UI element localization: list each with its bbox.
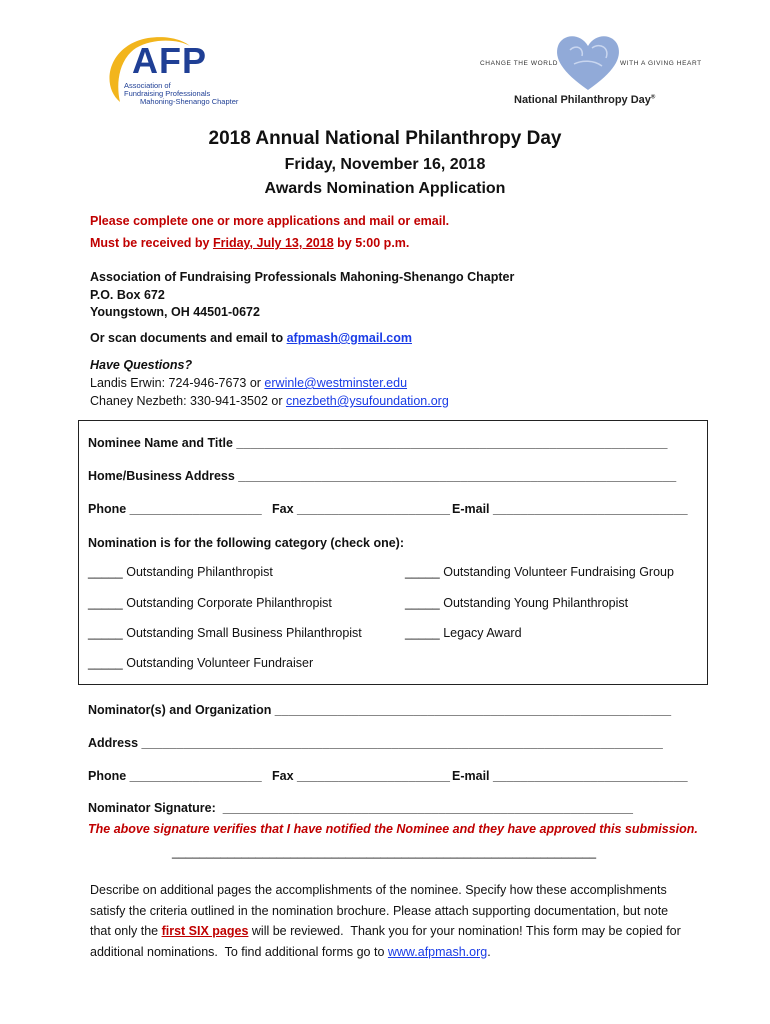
npd-reg-mark: ®	[650, 94, 656, 101]
deadline-date: Friday, July 13, 2018	[212, 236, 334, 250]
mailing-org: Association of Fundraising Professionals Mahoning-Shenango Chapter	[90, 270, 515, 284]
nominee-fax-field[interactable]: Fax ______________________	[272, 502, 450, 516]
nominee-address-field[interactable]: Home/Business Address _______________________________________________________________	[88, 469, 677, 483]
npd-name-text: National Philanthropy Day	[514, 94, 651, 106]
contact-chaney-text: Chaney Nezbeth: 330-941-3502 or	[90, 394, 286, 408]
signature-date-line[interactable]: _____________________________________________________________	[172, 845, 597, 859]
category-option[interactable]: _____ Outstanding Volunteer Fundraiser	[88, 656, 314, 670]
first-six-pages-note: first SIX pages	[161, 924, 249, 938]
category-option[interactable]: _____ Legacy Award	[405, 626, 522, 640]
footer-line-4	[90, 942, 710, 963]
nominator-address-field[interactable]: Address ___________________________________________________________________________	[88, 736, 663, 750]
deadline-suffix: by 5:00 p.m.	[333, 236, 410, 250]
afp-line2: Fundraising Professionals	[124, 89, 211, 98]
afp-logo	[98, 30, 268, 110]
npd-tagline-left: CHANGE THE WORLD	[480, 60, 559, 67]
footer-line-3	[90, 921, 710, 942]
category-option[interactable]: _____ Outstanding Young Philanthropist	[405, 596, 629, 610]
page-subtitle: Awards Nomination Application	[264, 180, 506, 197]
event-date: Friday, November 16, 2018	[284, 156, 486, 173]
page-title: 2018 Annual National Philanthropy Day	[208, 128, 562, 149]
contact-landis-text: Landis Erwin: 724-946-7673 or	[90, 376, 265, 390]
nominee-name-field[interactable]: Nominee Name and Title ______________________________________________________________	[88, 436, 668, 450]
footer-line-3-prefix: that only the	[90, 924, 162, 938]
deadline-prefix: Must be received by	[90, 236, 213, 250]
email-instruction-text: Or scan documents and email to	[90, 331, 287, 345]
category-option[interactable]: _____ Outstanding Philanthropist	[88, 565, 273, 579]
afp-line1: Association of	[124, 81, 171, 90]
afp-org-name	[124, 82, 238, 106]
questions-heading: Have Questions?	[90, 358, 193, 372]
nominee-box	[78, 420, 708, 685]
instruction-line-2	[90, 236, 409, 250]
website-link[interactable]: www.afpmash.org	[387, 944, 488, 959]
footer-line-4-suffix: .	[487, 944, 491, 959]
footer-line-2: satisfy the criteria outlined in the nomination brochure. Please attach supporting documentation, but note	[90, 903, 669, 918]
email-instruction	[90, 331, 412, 345]
contact-landis-email-link[interactable]: erwinle@westminster.edu	[264, 376, 408, 390]
mailing-po-box: P.O. Box 672	[90, 288, 165, 302]
npd-logo	[470, 30, 720, 110]
contact-chaney	[90, 394, 449, 408]
footer-line-4-prefix: additional nominations. To find additional forms go to	[90, 944, 388, 959]
nominee-phone-field[interactable]: Phone ___________________	[88, 502, 262, 516]
footer-line-3-suffix: will be reviewed. Thank you for your nomination! This form may be copied for	[248, 924, 681, 938]
category-heading: Nomination is for the following category (check one):	[88, 536, 404, 550]
footer-paragraph	[90, 880, 710, 962]
category-option[interactable]: _____ Outstanding Volunteer Fundraising Group	[405, 565, 674, 579]
contact-chaney-email-link[interactable]: cnezbeth@ysufoundation.org	[285, 394, 449, 408]
mailing-city: Youngstown, OH 44501-0672	[90, 305, 260, 319]
nominator-org-field[interactable]: Nominator(s) and Organization _________________________________________________________	[88, 703, 672, 717]
category-option[interactable]: _____ Outstanding Corporate Philanthropist	[88, 596, 332, 610]
footer-line-1: Describe on additional pages the accomplishments of the nominee. Specify how these accomplishments	[90, 883, 667, 897]
chapter-email-link[interactable]: afpmash@gmail.com	[286, 331, 412, 345]
nominator-signature-field[interactable]: Nominator Signature: ___________________________________________________________	[88, 801, 633, 815]
afp-line3: Mahoning-Shenango Chapter	[140, 97, 239, 106]
instruction-line-1: Please complete one or more applications and mail or email.	[90, 214, 450, 228]
nominator-phone-field[interactable]: Phone ___________________	[88, 769, 262, 783]
npd-tagline-right: WITH A GIVING HEART	[620, 60, 702, 67]
nominator-email-field[interactable]: E-mail ____________________________	[452, 769, 688, 783]
npd-name	[514, 94, 655, 106]
nominator-fax-field[interactable]: Fax ______________________	[272, 769, 450, 783]
nominee-email-field[interactable]: E-mail ____________________________	[452, 502, 688, 516]
heart-icon	[552, 30, 624, 94]
afp-initials: AFP	[132, 40, 207, 81]
contact-landis	[90, 376, 407, 390]
signature-verification-note: The above signature verifies that I have notified the Nominee and they have approved this submission.	[88, 822, 698, 836]
category-option[interactable]: _____ Outstanding Small Business Philanthropist	[88, 626, 362, 640]
